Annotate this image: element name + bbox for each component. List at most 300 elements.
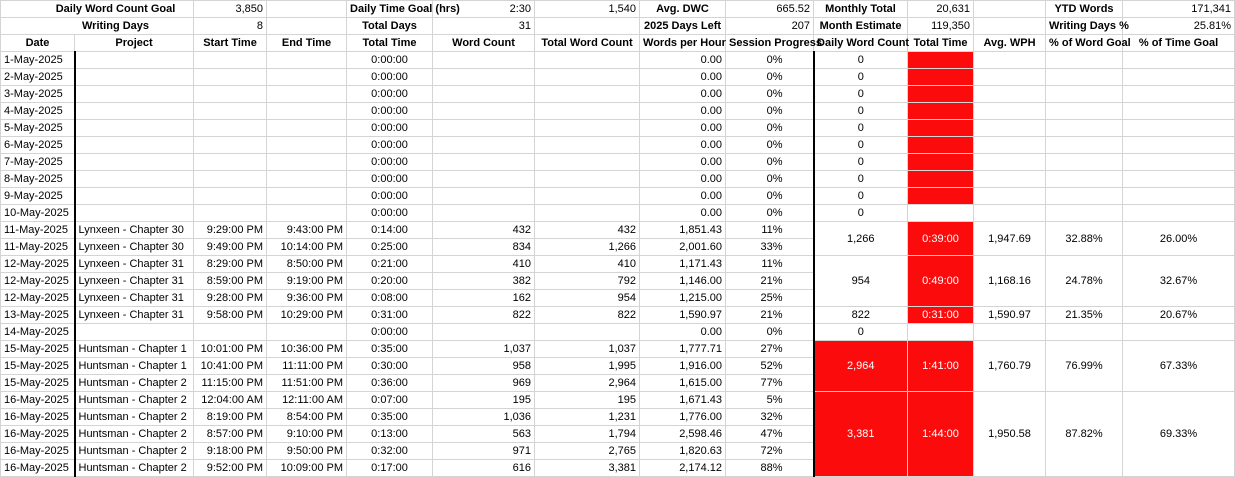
total-time-cell[interactable]: 0:00:00 (347, 188, 433, 205)
project-cell[interactable]: Huntsman - Chapter 2 (75, 392, 194, 409)
end-time-cell[interactable]: 10:09:00 PM (267, 460, 347, 477)
start-time-cell[interactable]: 8:29:00 PM (194, 256, 267, 273)
word-count-cell[interactable]: 1,037 (433, 341, 535, 358)
project-cell[interactable]: Huntsman - Chapter 2 (75, 426, 194, 443)
word-count-cell[interactable]: 563 (433, 426, 535, 443)
total-word-count-cell[interactable] (535, 188, 640, 205)
end-time-cell[interactable] (267, 69, 347, 86)
date-cell[interactable]: 15-May-2025 (1, 375, 75, 392)
pct-time-goal-cell[interactable] (1123, 137, 1235, 154)
word-count-cell[interactable]: 195 (433, 392, 535, 409)
column-header[interactable]: Session Progress (726, 35, 814, 52)
total-time-cell[interactable]: 0:21:00 (347, 256, 433, 273)
date-cell[interactable]: 14-May-2025 (1, 324, 75, 341)
pct-word-goal-cell[interactable]: 24.78% (1046, 256, 1123, 307)
avg-wph-cell[interactable]: 1,947.69 (974, 222, 1046, 256)
project-cell[interactable]: Lynxeen - Chapter 30 (75, 222, 194, 239)
column-header[interactable]: % of Time Goal (1123, 35, 1235, 52)
pct-time-goal-cell[interactable] (1123, 171, 1235, 188)
word-count-cell[interactable] (433, 154, 535, 171)
pct-word-goal-cell[interactable]: 32.88% (1046, 222, 1123, 256)
pct-time-goal-cell[interactable] (1123, 120, 1235, 137)
date-cell[interactable]: 3-May-2025 (1, 86, 75, 103)
word-count-cell[interactable]: 1,036 (433, 409, 535, 426)
total-word-count-cell[interactable] (535, 69, 640, 86)
date-cell[interactable]: 16-May-2025 (1, 409, 75, 426)
date-cell[interactable]: 5-May-2025 (1, 120, 75, 137)
total-time-cell[interactable]: 0:14:00 (347, 222, 433, 239)
total-word-count-cell[interactable] (535, 52, 640, 69)
words-per-hour-cell[interactable]: 0.00 (640, 103, 726, 120)
summary-label[interactable]: YTD Words (1046, 1, 1123, 18)
daily-word-count-cell[interactable]: 0 (814, 86, 908, 103)
end-time-cell[interactable]: 9:19:00 PM (267, 273, 347, 290)
summary-label[interactable]: Writing Days (1, 18, 194, 35)
date-cell[interactable]: 12-May-2025 (1, 290, 75, 307)
column-header[interactable]: Word Count (433, 35, 535, 52)
word-count-cell[interactable] (433, 171, 535, 188)
project-cell[interactable]: Lynxeen - Chapter 31 (75, 290, 194, 307)
date-cell[interactable]: 1-May-2025 (1, 52, 75, 69)
end-time-cell[interactable]: 9:10:00 PM (267, 426, 347, 443)
daily-total-time-cell[interactable]: 0:39:00 (908, 222, 974, 256)
session-progress-cell[interactable]: 0% (726, 188, 814, 205)
project-cell[interactable]: Huntsman - Chapter 2 (75, 443, 194, 460)
words-per-hour-cell[interactable]: 1,171.43 (640, 256, 726, 273)
date-cell[interactable]: 12-May-2025 (1, 273, 75, 290)
total-word-count-cell[interactable]: 822 (535, 307, 640, 324)
session-progress-cell[interactable]: 0% (726, 137, 814, 154)
column-header[interactable]: Total Time (347, 35, 433, 52)
date-cell[interactable]: 16-May-2025 (1, 392, 75, 409)
total-time-cell[interactable]: 0:00:00 (347, 86, 433, 103)
summary-label[interactable]: Monthly Total (814, 1, 908, 18)
session-progress-cell[interactable]: 11% (726, 256, 814, 273)
summary-value[interactable]: 207 (726, 18, 814, 35)
session-progress-cell[interactable]: 11% (726, 222, 814, 239)
avg-wph-cell[interactable]: 1,168.16 (974, 256, 1046, 307)
word-count-cell[interactable]: 616 (433, 460, 535, 477)
word-count-cell[interactable]: 958 (433, 358, 535, 375)
words-per-hour-cell[interactable]: 0.00 (640, 120, 726, 137)
end-time-cell[interactable] (267, 324, 347, 341)
words-per-hour-cell[interactable]: 1,671.43 (640, 392, 726, 409)
total-word-count-cell[interactable]: 1,995 (535, 358, 640, 375)
daily-word-count-cell[interactable]: 0 (814, 120, 908, 137)
column-header[interactable]: Words per Hour (640, 35, 726, 52)
date-cell[interactable]: 11-May-2025 (1, 222, 75, 239)
start-time-cell[interactable]: 9:52:00 PM (194, 460, 267, 477)
end-time-cell[interactable]: 11:51:00 PM (267, 375, 347, 392)
daily-total-time-cell[interactable] (908, 188, 974, 205)
word-count-cell[interactable] (433, 324, 535, 341)
summary-value[interactable]: 665.52 (726, 1, 814, 18)
end-time-cell[interactable]: 10:29:00 PM (267, 307, 347, 324)
total-time-cell[interactable]: 0:00:00 (347, 324, 433, 341)
end-time-cell[interactable]: 10:14:00 PM (267, 239, 347, 256)
words-per-hour-cell[interactable]: 2,174.12 (640, 460, 726, 477)
daily-word-count-cell[interactable]: 954 (814, 256, 908, 307)
summary-value[interactable] (535, 18, 640, 35)
pct-word-goal-cell[interactable] (1046, 324, 1123, 341)
date-cell[interactable]: 10-May-2025 (1, 205, 75, 222)
daily-word-count-cell[interactable]: 3,381 (814, 392, 908, 477)
words-per-hour-cell[interactable]: 1,590.97 (640, 307, 726, 324)
pct-time-goal-cell[interactable] (1123, 188, 1235, 205)
pct-word-goal-cell[interactable] (1046, 171, 1123, 188)
avg-wph-cell[interactable] (974, 154, 1046, 171)
summary-value[interactable]: 25.81% (1123, 18, 1235, 35)
words-per-hour-cell[interactable]: 0.00 (640, 69, 726, 86)
daily-word-count-cell[interactable]: 0 (814, 52, 908, 69)
summary-label[interactable]: Month Estimate (814, 18, 908, 35)
start-time-cell[interactable] (194, 205, 267, 222)
total-time-cell[interactable]: 0:20:00 (347, 273, 433, 290)
total-time-cell[interactable]: 0:08:00 (347, 290, 433, 307)
start-time-cell[interactable]: 9:28:00 PM (194, 290, 267, 307)
words-per-hour-cell[interactable]: 2,598.46 (640, 426, 726, 443)
daily-total-time-cell[interactable]: 0:31:00 (908, 307, 974, 324)
project-cell[interactable] (75, 120, 194, 137)
word-count-cell[interactable] (433, 103, 535, 120)
pct-time-goal-cell[interactable] (1123, 103, 1235, 120)
end-time-cell[interactable]: 11:11:00 PM (267, 358, 347, 375)
date-cell[interactable]: 13-May-2025 (1, 307, 75, 324)
total-time-cell[interactable]: 0:00:00 (347, 69, 433, 86)
total-word-count-cell[interactable] (535, 120, 640, 137)
total-word-count-cell[interactable]: 792 (535, 273, 640, 290)
date-cell[interactable]: 12-May-2025 (1, 256, 75, 273)
summary-value[interactable]: 1,540 (535, 1, 640, 18)
words-per-hour-cell[interactable]: 1,916.00 (640, 358, 726, 375)
daily-word-count-cell[interactable]: 0 (814, 69, 908, 86)
column-header[interactable]: Avg. WPH (974, 35, 1046, 52)
daily-word-count-cell[interactable]: 0 (814, 137, 908, 154)
summary-label[interactable]: Daily Time Goal (hrs) (347, 1, 433, 18)
pct-time-goal-cell[interactable] (1123, 154, 1235, 171)
avg-wph-cell[interactable] (974, 188, 1046, 205)
end-time-cell[interactable]: 12:11:00 AM (267, 392, 347, 409)
word-count-cell[interactable]: 162 (433, 290, 535, 307)
daily-total-time-cell[interactable] (908, 103, 974, 120)
date-cell[interactable]: 4-May-2025 (1, 103, 75, 120)
session-progress-cell[interactable]: 52% (726, 358, 814, 375)
pct-word-goal-cell[interactable] (1046, 137, 1123, 154)
total-time-cell[interactable]: 0:31:00 (347, 307, 433, 324)
start-time-cell[interactable] (194, 120, 267, 137)
total-time-cell[interactable]: 0:00:00 (347, 103, 433, 120)
pct-word-goal-cell[interactable] (1046, 188, 1123, 205)
summary-value[interactable]: 20,631 (908, 1, 974, 18)
end-time-cell[interactable] (267, 103, 347, 120)
end-time-cell[interactable] (267, 137, 347, 154)
end-time-cell[interactable]: 9:36:00 PM (267, 290, 347, 307)
pct-word-goal-cell[interactable] (1046, 86, 1123, 103)
word-count-cell[interactable]: 969 (433, 375, 535, 392)
summary-label[interactable]: Daily Word Count Goal (1, 1, 194, 18)
session-progress-cell[interactable]: 21% (726, 307, 814, 324)
words-per-hour-cell[interactable]: 1,777.71 (640, 341, 726, 358)
words-per-hour-cell[interactable]: 1,215.00 (640, 290, 726, 307)
project-cell[interactable]: Lynxeen - Chapter 31 (75, 256, 194, 273)
end-time-cell[interactable]: 9:50:00 PM (267, 443, 347, 460)
daily-word-count-cell[interactable]: 2,964 (814, 341, 908, 392)
session-progress-cell[interactable]: 77% (726, 375, 814, 392)
project-cell[interactable]: Huntsman - Chapter 1 (75, 341, 194, 358)
daily-word-count-cell[interactable]: 0 (814, 154, 908, 171)
total-time-cell[interactable]: 0:36:00 (347, 375, 433, 392)
pct-time-goal-cell[interactable]: 67.33% (1123, 341, 1235, 392)
word-count-cell[interactable] (433, 120, 535, 137)
session-progress-cell[interactable]: 21% (726, 273, 814, 290)
daily-word-count-cell[interactable]: 822 (814, 307, 908, 324)
total-word-count-cell[interactable] (535, 86, 640, 103)
total-time-cell[interactable]: 0:00:00 (347, 120, 433, 137)
total-time-cell[interactable]: 0:32:00 (347, 443, 433, 460)
avg-wph-cell[interactable] (974, 171, 1046, 188)
end-time-cell[interactable] (267, 205, 347, 222)
project-cell[interactable] (75, 154, 194, 171)
start-time-cell[interactable] (194, 137, 267, 154)
total-time-cell[interactable]: 0:00:00 (347, 154, 433, 171)
column-header[interactable]: % of Word Goal (1046, 35, 1123, 52)
summary-value[interactable]: 171,341 (1123, 1, 1235, 18)
start-time-cell[interactable]: 11:15:00 PM (194, 375, 267, 392)
session-progress-cell[interactable]: 0% (726, 69, 814, 86)
avg-wph-cell[interactable] (974, 137, 1046, 154)
words-per-hour-cell[interactable]: 0.00 (640, 171, 726, 188)
end-time-cell[interactable] (267, 86, 347, 103)
session-progress-cell[interactable]: 5% (726, 392, 814, 409)
date-cell[interactable]: 7-May-2025 (1, 154, 75, 171)
word-count-cell[interactable]: 432 (433, 222, 535, 239)
total-time-cell[interactable]: 0:00:00 (347, 137, 433, 154)
words-per-hour-cell[interactable]: 1,146.00 (640, 273, 726, 290)
daily-total-time-cell[interactable] (908, 154, 974, 171)
start-time-cell[interactable]: 8:19:00 PM (194, 409, 267, 426)
daily-word-count-cell[interactable]: 0 (814, 324, 908, 341)
start-time-cell[interactable]: 9:58:00 PM (194, 307, 267, 324)
total-time-cell[interactable]: 0:35:00 (347, 341, 433, 358)
project-cell[interactable] (75, 188, 194, 205)
end-time-cell[interactable] (267, 171, 347, 188)
start-time-cell[interactable]: 10:41:00 PM (194, 358, 267, 375)
start-time-cell[interactable]: 12:04:00 AM (194, 392, 267, 409)
total-time-cell[interactable]: 0:17:00 (347, 460, 433, 477)
date-cell[interactable]: 6-May-2025 (1, 137, 75, 154)
pct-time-goal-cell[interactable]: 26.00% (1123, 222, 1235, 256)
project-cell[interactable]: Huntsman - Chapter 2 (75, 375, 194, 392)
pct-word-goal-cell[interactable] (1046, 69, 1123, 86)
project-cell[interactable] (75, 86, 194, 103)
pct-time-goal-cell[interactable]: 20.67% (1123, 307, 1235, 324)
daily-total-time-cell[interactable] (908, 52, 974, 69)
project-cell[interactable] (75, 137, 194, 154)
word-count-cell[interactable] (433, 52, 535, 69)
daily-word-count-cell[interactable]: 0 (814, 103, 908, 120)
pct-time-goal-cell[interactable] (1123, 86, 1235, 103)
word-count-cell[interactable] (433, 69, 535, 86)
session-progress-cell[interactable]: 33% (726, 239, 814, 256)
words-per-hour-cell[interactable]: 0.00 (640, 205, 726, 222)
total-word-count-cell[interactable]: 410 (535, 256, 640, 273)
session-progress-cell[interactable]: 0% (726, 52, 814, 69)
word-count-cell[interactable]: 410 (433, 256, 535, 273)
words-per-hour-cell[interactable]: 0.00 (640, 137, 726, 154)
total-time-cell[interactable]: 0:13:00 (347, 426, 433, 443)
total-word-count-cell[interactable]: 432 (535, 222, 640, 239)
word-count-cell[interactable]: 971 (433, 443, 535, 460)
start-time-cell[interactable]: 9:49:00 PM (194, 239, 267, 256)
summary-value[interactable]: 8 (194, 18, 267, 35)
summary-label[interactable]: Avg. DWC (640, 1, 726, 18)
start-time-cell[interactable] (194, 188, 267, 205)
summary-value[interactable]: 31 (433, 18, 535, 35)
pct-time-goal-cell[interactable] (1123, 205, 1235, 222)
summary-value[interactable]: 119,350 (908, 18, 974, 35)
end-time-cell[interactable]: 9:43:00 PM (267, 222, 347, 239)
project-cell[interactable]: Huntsman - Chapter 2 (75, 460, 194, 477)
total-word-count-cell[interactable] (535, 205, 640, 222)
daily-total-time-cell[interactable] (908, 205, 974, 222)
session-progress-cell[interactable]: 0% (726, 154, 814, 171)
session-progress-cell[interactable]: 32% (726, 409, 814, 426)
total-word-count-cell[interactable]: 2,964 (535, 375, 640, 392)
words-per-hour-cell[interactable]: 0.00 (640, 86, 726, 103)
project-cell[interactable] (75, 324, 194, 341)
summary-blank[interactable] (267, 1, 347, 18)
column-header[interactable]: Total Time (908, 35, 974, 52)
project-cell[interactable] (75, 52, 194, 69)
total-word-count-cell[interactable]: 1,266 (535, 239, 640, 256)
session-progress-cell[interactable]: 0% (726, 205, 814, 222)
session-progress-cell[interactable]: 0% (726, 324, 814, 341)
start-time-cell[interactable]: 10:01:00 PM (194, 341, 267, 358)
total-word-count-cell[interactable] (535, 171, 640, 188)
project-cell[interactable] (75, 205, 194, 222)
column-header[interactable]: Daily Word Count (814, 35, 908, 52)
date-cell[interactable]: 16-May-2025 (1, 460, 75, 477)
word-count-cell[interactable]: 834 (433, 239, 535, 256)
session-progress-cell[interactable]: 0% (726, 171, 814, 188)
pct-time-goal-cell[interactable]: 69.33% (1123, 392, 1235, 477)
date-cell[interactable]: 2-May-2025 (1, 69, 75, 86)
word-count-cell[interactable] (433, 188, 535, 205)
word-count-cell[interactable] (433, 205, 535, 222)
summary-value[interactable]: 2:30 (433, 1, 535, 18)
words-per-hour-cell[interactable]: 0.00 (640, 324, 726, 341)
total-word-count-cell[interactable]: 954 (535, 290, 640, 307)
session-progress-cell[interactable]: 0% (726, 103, 814, 120)
summary-blank[interactable] (974, 18, 1046, 35)
pct-word-goal-cell[interactable] (1046, 52, 1123, 69)
avg-wph-cell[interactable] (974, 86, 1046, 103)
end-time-cell[interactable] (267, 154, 347, 171)
end-time-cell[interactable] (267, 120, 347, 137)
project-cell[interactable]: Lynxeen - Chapter 31 (75, 307, 194, 324)
daily-total-time-cell[interactable] (908, 171, 974, 188)
date-cell[interactable]: 16-May-2025 (1, 443, 75, 460)
date-cell[interactable]: 8-May-2025 (1, 171, 75, 188)
date-cell[interactable]: 11-May-2025 (1, 239, 75, 256)
session-progress-cell[interactable]: 72% (726, 443, 814, 460)
words-per-hour-cell[interactable]: 0.00 (640, 52, 726, 69)
column-header[interactable]: Start Time (194, 35, 267, 52)
pct-word-goal-cell[interactable] (1046, 103, 1123, 120)
word-count-cell[interactable] (433, 137, 535, 154)
pct-word-goal-cell[interactable]: 87.82% (1046, 392, 1123, 477)
pct-word-goal-cell[interactable]: 76.99% (1046, 341, 1123, 392)
total-time-cell[interactable]: 0:00:00 (347, 52, 433, 69)
avg-wph-cell[interactable]: 1,760.79 (974, 341, 1046, 392)
project-cell[interactable]: Huntsman - Chapter 2 (75, 409, 194, 426)
words-per-hour-cell[interactable]: 2,001.60 (640, 239, 726, 256)
total-word-count-cell[interactable]: 1,794 (535, 426, 640, 443)
total-word-count-cell[interactable]: 3,381 (535, 460, 640, 477)
column-header[interactable]: Project (75, 35, 194, 52)
session-progress-cell[interactable]: 0% (726, 86, 814, 103)
summary-label[interactable]: Writing Days % (1046, 18, 1123, 35)
pct-word-goal-cell[interactable] (1046, 205, 1123, 222)
daily-word-count-cell[interactable]: 1,266 (814, 222, 908, 256)
daily-total-time-cell[interactable] (908, 69, 974, 86)
end-time-cell[interactable]: 8:54:00 PM (267, 409, 347, 426)
pct-word-goal-cell[interactable] (1046, 120, 1123, 137)
start-time-cell[interactable] (194, 324, 267, 341)
total-time-cell[interactable]: 0:07:00 (347, 392, 433, 409)
daily-total-time-cell[interactable]: 1:44:00 (908, 392, 974, 477)
start-time-cell[interactable] (194, 171, 267, 188)
summary-blank[interactable] (267, 18, 347, 35)
avg-wph-cell[interactable]: 1,950.58 (974, 392, 1046, 477)
start-time-cell[interactable]: 9:18:00 PM (194, 443, 267, 460)
daily-total-time-cell[interactable] (908, 120, 974, 137)
end-time-cell[interactable]: 8:50:00 PM (267, 256, 347, 273)
date-cell[interactable]: 15-May-2025 (1, 358, 75, 375)
word-count-cell[interactable]: 382 (433, 273, 535, 290)
project-cell[interactable] (75, 171, 194, 188)
pct-word-goal-cell[interactable]: 21.35% (1046, 307, 1123, 324)
daily-total-time-cell[interactable] (908, 324, 974, 341)
summary-label[interactable]: Total Days (347, 18, 433, 35)
words-per-hour-cell[interactable]: 1,615.00 (640, 375, 726, 392)
session-progress-cell[interactable]: 25% (726, 290, 814, 307)
column-header[interactable]: Date (1, 35, 75, 52)
summary-label[interactable]: 2025 Days Left (640, 18, 726, 35)
start-time-cell[interactable]: 9:29:00 PM (194, 222, 267, 239)
total-word-count-cell[interactable]: 195 (535, 392, 640, 409)
daily-word-count-cell[interactable]: 0 (814, 205, 908, 222)
total-time-cell[interactable]: 0:30:00 (347, 358, 433, 375)
word-count-cell[interactable] (433, 86, 535, 103)
words-per-hour-cell[interactable]: 1,776.00 (640, 409, 726, 426)
end-time-cell[interactable] (267, 52, 347, 69)
avg-wph-cell[interactable] (974, 103, 1046, 120)
date-cell[interactable]: 15-May-2025 (1, 341, 75, 358)
pct-time-goal-cell[interactable] (1123, 52, 1235, 69)
start-time-cell[interactable] (194, 69, 267, 86)
words-per-hour-cell[interactable]: 0.00 (640, 188, 726, 205)
daily-total-time-cell[interactable] (908, 86, 974, 103)
total-word-count-cell[interactable]: 1,231 (535, 409, 640, 426)
total-word-count-cell[interactable]: 2,765 (535, 443, 640, 460)
end-time-cell[interactable] (267, 188, 347, 205)
end-time-cell[interactable]: 10:36:00 PM (267, 341, 347, 358)
total-word-count-cell[interactable] (535, 103, 640, 120)
column-header[interactable]: Total Word Count (535, 35, 640, 52)
date-cell[interactable]: 9-May-2025 (1, 188, 75, 205)
daily-word-count-cell[interactable]: 0 (814, 171, 908, 188)
